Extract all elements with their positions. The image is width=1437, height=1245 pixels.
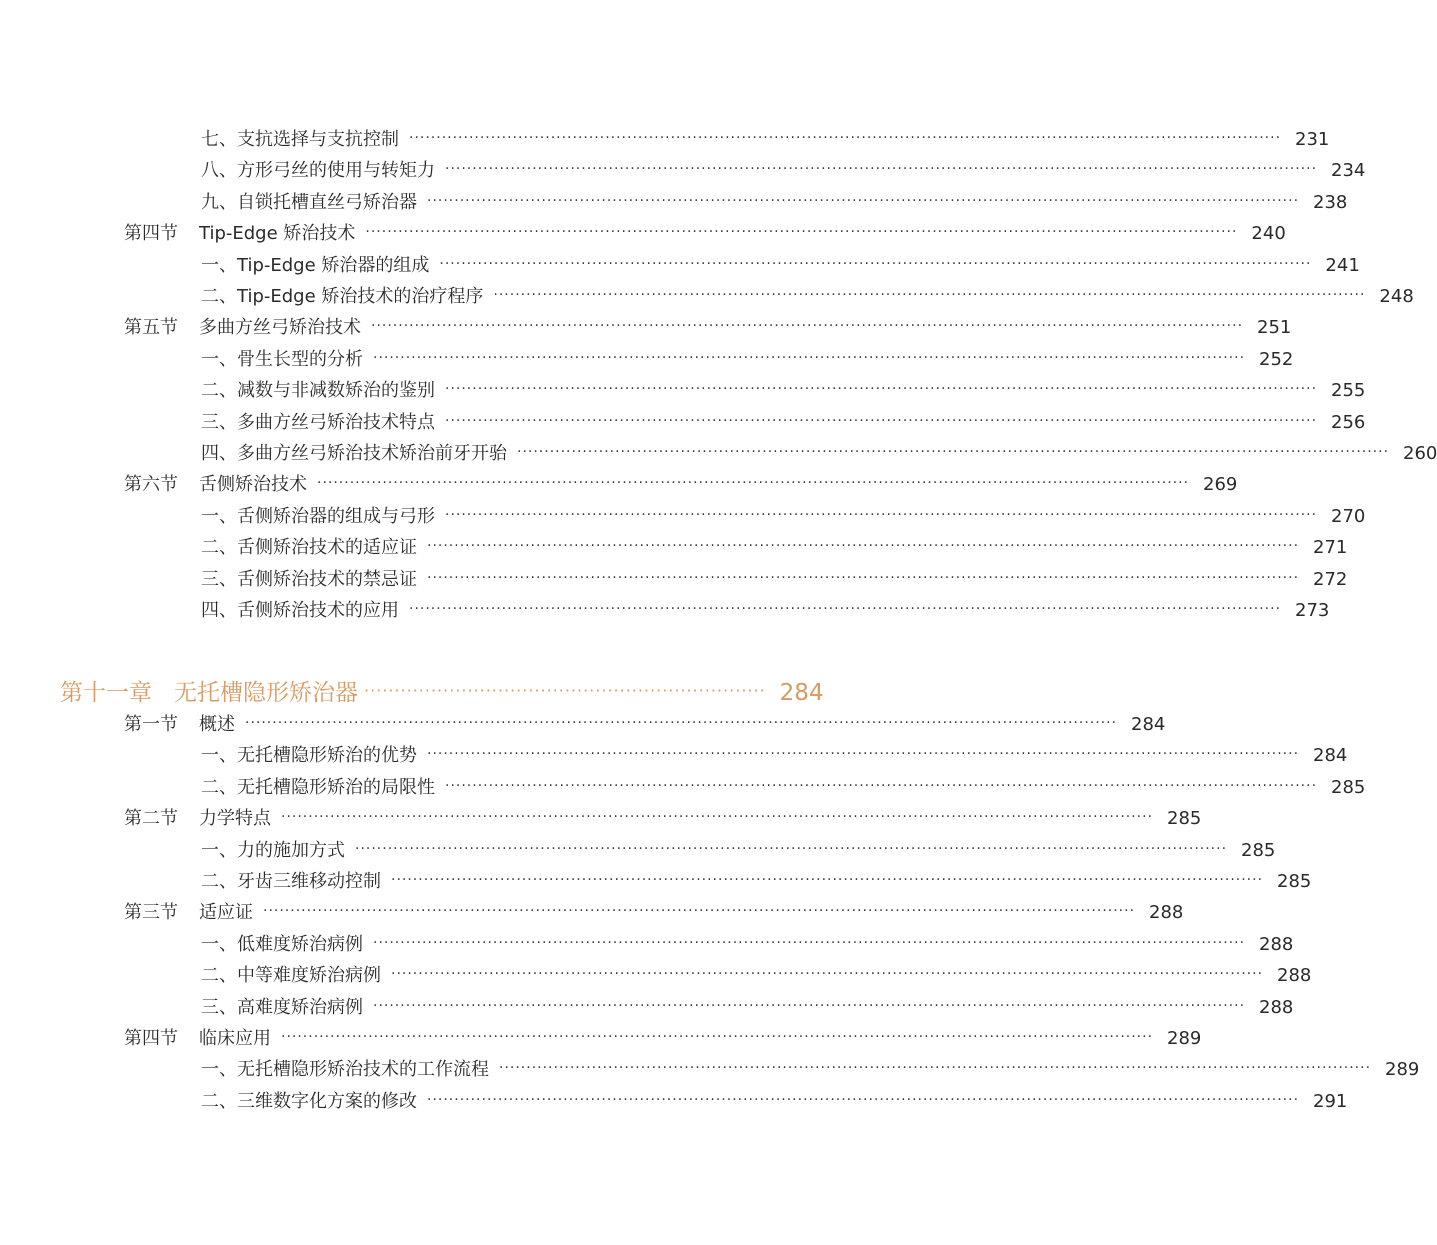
page-number: 288 [1149,902,1184,924]
toc-item-row[interactable] [0,438,1437,469]
toc-section-row[interactable] [0,803,1202,834]
toc-entry [201,407,1366,440]
toc-entry [201,124,1330,157]
entry-title: 二、牙齿三维移动控制 [201,871,381,892]
page-number: 289 [1167,1028,1202,1049]
page-number: 251 [1257,317,1292,339]
page-number: 252 [1259,348,1294,370]
entry-title: 临床应用 [199,1028,271,1049]
leader-dots: ································································································································································ [373,349,1246,366]
leader-dots: ································································································································································ [493,287,1366,303]
toc-entry [201,501,1366,534]
toc-entry [201,929,1294,962]
entry-title: 一、无托槽隐形矫治技术的工作流程 [201,1059,489,1081]
toc-entry [201,595,1330,628]
toc-section-row[interactable] [0,897,1184,928]
leader-dots: ································································································································································ [409,130,1282,146]
entry-title: 一、低难度矫治病例 [201,933,363,955]
toc-item-row[interactable] [0,960,1312,991]
toc-item-row[interactable] [0,281,1414,312]
toc-item-row[interactable] [0,1054,1420,1085]
leader-dots: ································································································································································ [281,809,1154,826]
leader-dots: ································································································································································ [427,192,1300,209]
toc-entry [201,344,1294,377]
toc-item-row[interactable] [0,1086,1348,1117]
page-number: 284 [1131,714,1166,735]
leader-dots: ································································································································································ [409,601,1282,617]
page-number: 240 [1251,223,1286,245]
chapter-page-number: 284 [779,680,824,706]
section-number: 第一节 [124,714,178,735]
leader-dots: ································································································································································ [517,444,1390,460]
chapter-title: 无托槽隐形矫治器 [174,680,358,706]
toc-item-row[interactable] [0,835,1276,866]
leader-dots: ································································································································································ [373,934,1246,951]
entry-title: 二、三维数字化方案的修改 [201,1090,417,1112]
page-number: 256 [1331,411,1366,433]
chapter-number: 第十一章 [60,680,152,706]
entry-title: 二、中等难度矫治病例 [201,965,381,987]
page-number: 285 [1241,839,1276,861]
toc-entry [199,218,1286,251]
leader-dots: ································································································································································ [445,381,1318,398]
leader-dots: ································································································································································ [427,746,1300,763]
leader-dots: ································································································································································ [355,840,1228,857]
leader-dots: ································································································································································ [391,966,1264,983]
toc-entry [199,709,1166,742]
page-number: 285 [1277,871,1312,892]
leader-dots: ································································································································································ [365,224,1238,241]
page-number: 288 [1259,996,1294,1018]
section-number: 第六节 [124,474,178,496]
page-number: 231 [1295,129,1330,150]
entry-title: 一、骨生长型的分析 [201,348,363,370]
page-number: 269 [1203,474,1238,496]
entry-title: 二、Tip-Edge 矫治技术的治疗程序 [201,286,484,307]
leader-dots: ································································································································································ [391,872,1264,888]
entry-title: 八、方形弓丝的使用与转矩力 [201,160,435,182]
toc-item-row[interactable] [0,992,1294,1023]
toc-entry [201,960,1312,993]
leader-dots: ·································································· [364,681,766,700]
toc-entry [201,772,1366,805]
entry-title: 一、无托槽隐形矫治的优势 [201,745,417,767]
toc-entry [201,187,1348,220]
page-number: 255 [1331,380,1366,402]
entry-title: 三、多曲方丝弓矫治技术特点 [201,411,435,433]
page-number: 289 [1385,1059,1420,1081]
toc-item-row[interactable] [0,187,1348,218]
toc-item-row[interactable] [0,740,1348,771]
leader-dots: ································································································································································ [371,318,1244,335]
toc-entry [201,564,1348,597]
page-number: 273 [1295,600,1330,621]
leader-dots: ································································································································································ [317,475,1190,492]
entry-title: 二、减数与非减数矫治的鉴别 [201,380,435,402]
toc-item-row[interactable] [0,344,1294,375]
toc-section-row[interactable] [0,709,1166,740]
entry-title: 九、自锁托槽直丝弓矫治器 [201,191,417,213]
toc-entry [199,803,1202,836]
entry-title: 概述 [199,714,235,735]
toc-item-row[interactable] [0,407,1366,438]
toc-entry [201,281,1414,314]
page-number: 241 [1325,254,1360,276]
leader-dots: ································································································································································ [445,506,1318,523]
page-number: 271 [1313,537,1348,559]
toc-entry [201,438,1437,471]
leader-dots: ································································································································································ [445,777,1318,794]
toc-section-row[interactable] [0,312,1292,343]
entry-title: 七、支抗选择与支抗控制 [201,129,399,150]
toc-item-row[interactable] [0,532,1348,563]
leader-dots: ································································································································································ [499,1060,1372,1077]
entry-title: 二、无托槽隐形矫治的局限性 [201,776,435,798]
page-number: 248 [1379,286,1414,307]
toc-item-row[interactable] [0,501,1366,532]
entry-title: 一、力的施加方式 [201,839,345,861]
page-number: 285 [1331,776,1366,798]
section-number: 第四节 [124,1028,178,1049]
toc-item-row[interactable] [0,155,1366,186]
toc-entry [201,992,1294,1025]
chapter-heading[interactable] [60,674,824,706]
page-number: 288 [1259,933,1294,955]
page-number: 291 [1313,1090,1348,1112]
toc-entry [199,469,1238,502]
toc-entry [199,897,1184,930]
leader-dots: ································································································································································ [245,715,1118,731]
toc-item-row[interactable] [0,375,1366,406]
toc-section-row[interactable] [0,1023,1202,1054]
leader-dots: ································································································································································ [281,1029,1154,1045]
leader-dots: ································································································································································ [427,1091,1300,1108]
toc-entry [201,866,1312,899]
entry-title: 三、高难度矫治病例 [201,996,363,1018]
page-number: 284 [1313,745,1348,767]
toc-item-row[interactable] [0,250,1360,281]
toc-entry [199,1023,1202,1056]
page-number: 272 [1313,568,1348,590]
entry-title: 多曲方丝弓矫治技术 [199,317,361,339]
entry-title: 三、舌侧矫治技术的禁忌证 [201,568,417,590]
leader-dots: ································································································································································ [373,997,1246,1014]
toc-section-row[interactable] [0,469,1238,500]
toc-entry [201,740,1348,773]
section-number: 第三节 [124,902,178,924]
leader-dots: ································································································································································ [439,255,1312,272]
toc-entry [201,1086,1348,1119]
section-number: 第四节 [124,223,178,245]
toc-item-row[interactable] [0,595,1330,626]
entry-title: 一、舌侧矫治器的组成与弓形 [201,505,435,527]
entry-title: 一、Tip-Edge 矫治器的组成 [201,254,430,276]
entry-title: 适应证 [199,902,253,924]
toc-entry [199,312,1292,345]
section-number: 第五节 [124,317,178,339]
toc-entry [201,835,1276,868]
toc-item-row[interactable] [0,866,1312,897]
toc-item-row[interactable] [0,124,1330,155]
entry-title: 舌侧矫治技术 [199,474,307,496]
entry-title: 二、舌侧矫治技术的适应证 [201,537,417,559]
toc-section-row[interactable] [0,218,1286,249]
leader-dots: ································································································································································ [445,161,1318,178]
entry-title: Tip-Edge 矫治技术 [199,223,356,245]
toc-item-row[interactable] [0,564,1348,595]
page-number: 260 [1403,443,1437,464]
page-number: 285 [1167,808,1202,830]
leader-dots: ································································································································································ [427,538,1300,555]
leader-dots: ································································································································································ [445,412,1318,429]
page-number: 238 [1313,191,1348,213]
toc-entry [201,375,1366,408]
toc-entry [201,250,1360,283]
entry-title: 四、多曲方丝弓矫治技术矫治前牙开骀 [201,443,507,464]
page-number: 234 [1331,160,1366,182]
leader-dots: ································································································································································ [427,569,1300,586]
page-number: 288 [1277,965,1312,987]
toc-item-row[interactable] [0,929,1294,960]
toc-entry [201,1054,1420,1087]
page-number: 270 [1331,505,1366,527]
entry-title: 四、舌侧矫治技术的应用 [201,600,399,621]
toc-entry [201,532,1348,565]
entry-title: 力学特点 [199,808,271,830]
leader-dots: ································································································································································ [263,903,1136,920]
section-number: 第二节 [124,808,178,830]
toc-item-row[interactable] [0,772,1366,803]
toc-entry [201,155,1366,188]
